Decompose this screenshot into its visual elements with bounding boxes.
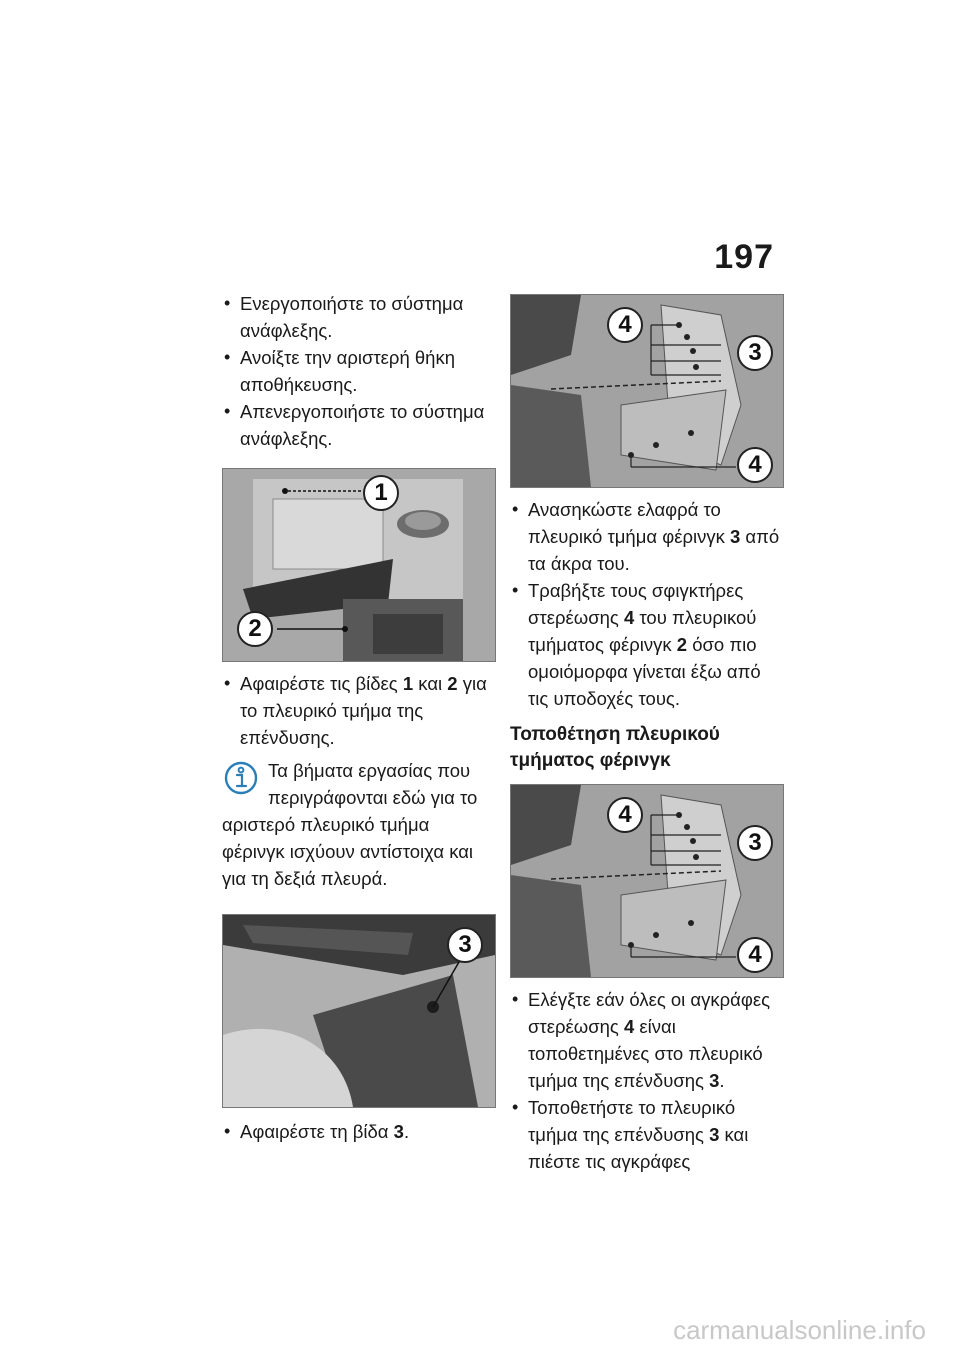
step-remove-screws-1-2: • Αφαιρέστε τις βίδες 1 και 2 για το πλευρικό τμήμα της επένδυσης.	[222, 670, 494, 751]
callout-3: 3	[447, 927, 483, 963]
figure-fairing-installation	[510, 784, 784, 978]
step-open-storage: • Ανοίξτε την αριστερή θήκη αποθήκευσης.	[222, 344, 494, 398]
info-note	[222, 757, 494, 892]
callout-4-bottom: 4	[737, 447, 773, 483]
figure-side-panel-screw	[222, 914, 496, 1108]
step-lift-fairing: • Ανασηκώστε ελαφρά το πλευρικό τμήμα φέρινγκ 3 από τα άκρα του.	[510, 496, 782, 577]
step-check-clips: • Ελέγξτε εάν όλες οι αγκράφες στερέωσης 4 είναι τοποθετημένες στο πλευρικό τμήμα της επένδυσης 3.	[510, 986, 782, 1094]
step-remove-screw-3: • Αφαιρέστε τη βίδα 3.	[222, 1118, 494, 1145]
step-pull-clips: • Τραβήξτε τους σφιγκτήρες στερέωσης 4 του πλευρικού τμήματος φέρινγκ 2 όσο πιο ομοιόμορφα γίνεται έξω από τις υποδοχές τους.	[510, 577, 782, 712]
lift-pull-steps-list	[510, 496, 782, 712]
right-column	[510, 294, 782, 1175]
callout-4-top: 4	[607, 307, 643, 343]
remove-screws-list	[222, 670, 494, 751]
callout-3: 3	[737, 825, 773, 861]
callout-1: 1	[363, 475, 399, 511]
callout-3: 3	[737, 335, 773, 371]
callout-4-bottom: 4	[737, 937, 773, 973]
section-title-install-fairing: Τοποθέτηση πλευρικού τμήματος φέρινγκ	[510, 724, 720, 771]
info-icon	[224, 761, 258, 795]
figure-storage-compartment-screws	[222, 468, 496, 662]
step-ignition-off: • Απενεργοποιήστε το σύστημα ανάφλεξης.	[222, 398, 494, 452]
watermark: carmanualsonline.info	[673, 1315, 926, 1345]
install-steps-list	[510, 986, 782, 1175]
remove-screw3-list	[222, 1118, 494, 1145]
note-text-full: αριστερό πλευρικό τμήμα φέρινγκ ισχύουν αντίστοιχα και για τη δεξιά πλευρά.	[222, 814, 474, 889]
step-ignition-on: • Ενεργοποιήστε το σύστημα ανάφλεξης.	[222, 290, 494, 344]
callout-2: 2	[237, 611, 273, 647]
step-install-fairing: • Τοποθετήστε το πλευρικό τμήμα της επένδυσης 3 και πιέστε τις αγκράφες	[510, 1094, 782, 1175]
page-number: 197	[714, 238, 774, 276]
intro-steps-list	[222, 290, 494, 452]
figure-fairing-clips-removal	[510, 294, 784, 488]
callout-4-top: 4	[607, 797, 643, 833]
note-text-indented: Τα βήματα εργασίας που περιγράφονται εδώ για το	[268, 760, 478, 808]
left-column	[222, 290, 494, 1145]
